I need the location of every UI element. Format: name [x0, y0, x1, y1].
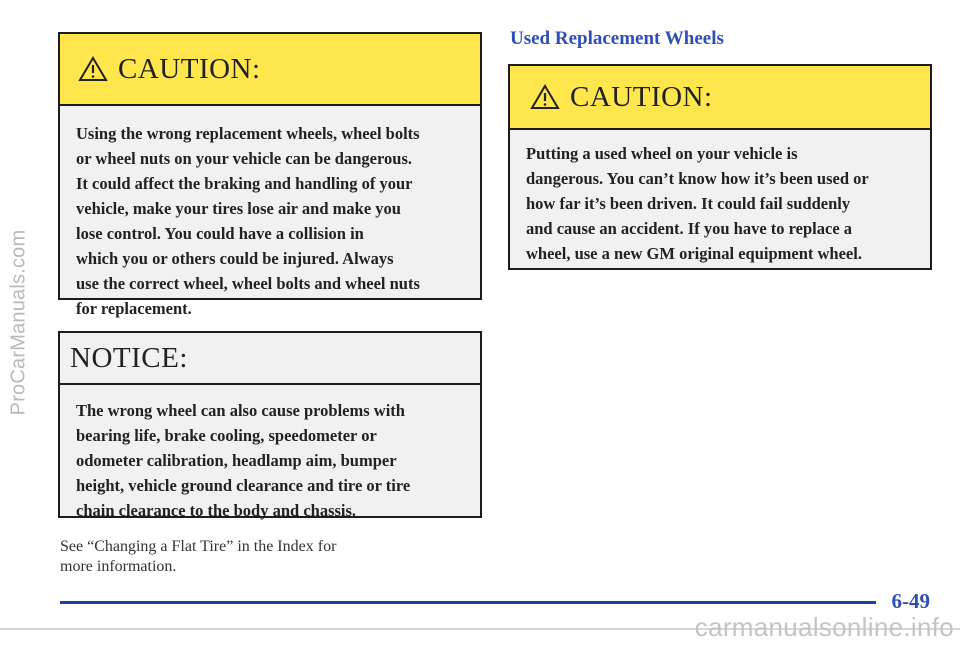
caution-line: or wheel nuts on your vehicle can be dangerous. — [76, 149, 412, 168]
caution-line: wheel, use a new GM original equipment wheel. — [526, 244, 862, 263]
caution-line: for replacement. — [76, 299, 192, 318]
caution-body-left — [60, 106, 480, 321]
caution-title-left: CAUTION: — [118, 52, 261, 85]
footer-rule — [60, 601, 876, 604]
notice-line: height, vehicle ground clearance and tire or tire — [76, 476, 411, 495]
see-also-line: more information. — [60, 558, 177, 575]
caution-line: how far it’s been driven. It could fail suddenly — [526, 194, 851, 213]
notice-line: odometer calibration, headlamp aim, bumper — [76, 451, 397, 470]
caution-line: Using the wrong replacement wheels, wheel bolts — [76, 124, 420, 143]
caution-line: use the correct wheel, wheel bolts and wheel nuts — [76, 274, 420, 293]
caution-line: lose control. You could have a collision in — [76, 224, 364, 243]
caution-body-right — [510, 130, 930, 266]
caution-box-right — [508, 64, 932, 270]
caution-header-left — [60, 34, 480, 106]
notice-line: chain clearance to the body and chassis. — [76, 501, 357, 520]
caution-header-right — [510, 66, 930, 130]
see-also-paragraph — [60, 537, 336, 577]
side-watermark-text: ProCarManuals.com — [7, 229, 30, 416]
caution-line: and cause an accident. If you have to replace a — [526, 219, 853, 238]
caution-title-right: CAUTION: — [570, 80, 713, 113]
caution-line: Putting a used wheel on your vehicle is — [526, 144, 798, 163]
warning-triangle-icon — [78, 56, 108, 82]
notice-line: The wrong wheel can also cause problems with — [76, 401, 405, 420]
see-also-line: See “Changing a Flat Tire” in the Index for — [60, 538, 337, 555]
section-heading-used-wheels: Used Replacement Wheels — [510, 28, 724, 49]
warning-triangle-icon — [530, 84, 560, 110]
caution-box-left — [58, 32, 482, 318]
caution-line: vehicle, make your tires lose air and make you — [76, 199, 401, 218]
notice-box — [58, 331, 482, 518]
notice-body — [60, 385, 480, 523]
caution-line: which you or others could be injured. Always — [76, 249, 394, 268]
notice-title: NOTICE: — [70, 341, 188, 374]
caution-line: dangerous. You can’t know how it’s been used or — [526, 169, 869, 188]
caution-line: It could affect the braking and handling of your — [76, 174, 413, 193]
notice-header — [60, 333, 480, 385]
notice-line: bearing life, brake cooling, speedometer or — [76, 426, 377, 445]
side-watermark — [4, 0, 34, 645]
bottom-watermark: carmanualsonline.info — [694, 612, 954, 642]
page-number: 6-49 — [891, 589, 930, 613]
